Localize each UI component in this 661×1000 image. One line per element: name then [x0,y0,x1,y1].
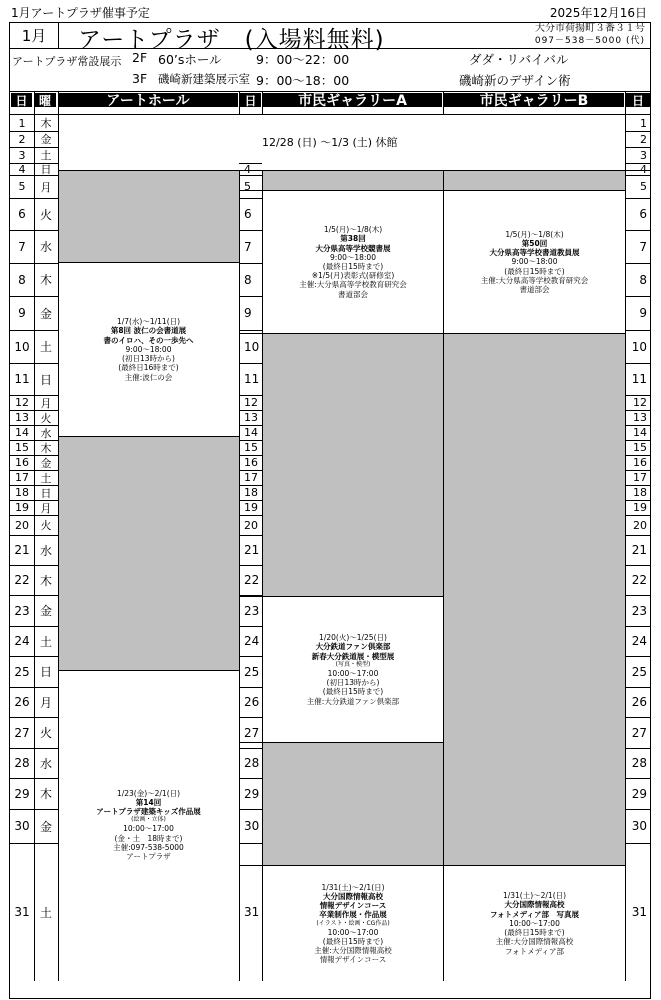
day-number: 30 [14,819,30,833]
weekday: 金 [39,604,52,618]
event-organizer: フォトメディア部 [505,946,564,956]
day-number-gallery: 22 [244,573,260,587]
unbooked-block [262,743,443,865]
row-line [239,717,262,718]
row-line [625,410,650,411]
day-number-right: 31 [631,905,647,919]
day-number-gallery: 28 [244,756,260,770]
weekday: 土 [40,149,52,162]
event-organizer: 主催:波仁の会 [124,372,173,382]
event-organizer: 主催:大分国際情報高校 [314,945,392,955]
day-number-right: 1 [640,116,647,130]
day-number-gallery: 7 [244,239,252,254]
row-line [239,198,262,199]
permanent-room-1: 60’sホール [158,52,222,67]
row-line [239,410,262,411]
event-gallery-a-1 [263,191,443,333]
day-number-gallery: 13 [244,411,258,424]
column-day-3: 日 [626,93,650,107]
row-line [625,595,650,596]
day-number-gallery: 15 [244,441,258,454]
unbooked-block [443,334,625,865]
row-line [239,425,262,426]
row-line [625,425,650,426]
header-title: アートプラザ (入場料無料) [78,27,385,53]
permanent-hours-1: 9：00～22：00 [256,52,350,67]
day-number-gallery: 10 [244,339,260,354]
day-number-gallery: 11 [244,372,260,386]
permanent-exhibit-1: ダダ・リバイバル [469,52,569,67]
row-line [625,565,650,566]
weekday: 木 [39,573,52,588]
weekday: 金 [40,456,52,470]
header-month: 1月 [10,23,59,48]
day-number-gallery: 17 [244,471,258,484]
event-note: ※1/5(月)表彰式(研修室) [311,271,395,281]
day-number-gallery: 23 [244,603,260,618]
event-gallery-b-2 [444,866,625,981]
row-line [625,263,650,264]
row-line [239,395,262,396]
day-number: 29 [14,786,30,801]
day-number-gallery: 8 [244,272,252,287]
row-line [239,565,262,566]
day-number-right: 28 [631,756,647,770]
day-number-gallery: 4 [244,162,251,176]
column-day: 日 [11,93,32,107]
event-dates: 1/31(土)～2/1(日) [321,882,385,892]
event-dates: 1/7(水)～1/11(日) [116,317,181,327]
event-organizer: 主催:大分鉄道ファン倶楽部 [306,696,400,706]
day-number: 18 [15,486,29,499]
day-number-right: 10 [631,339,647,354]
day-number: 4 [18,162,26,176]
day-number-gallery: 30 [244,819,260,833]
day-number-right: 26 [631,695,647,709]
weekday: 日 [40,486,52,500]
day-number-gallery: 21 [244,543,260,557]
day-number-right: 4 [640,162,647,176]
day-number-right: 27 [631,725,647,740]
column-art-hall: アートホール [58,93,238,107]
row-line [239,500,262,501]
day-number-right: 19 [633,501,647,514]
event-art-hall-2 [58,670,239,980]
row-line [625,163,650,164]
day-number-gallery: 14 [244,426,258,439]
day-number-right: 18 [633,486,647,499]
day-number-gallery: 19 [244,501,258,514]
row-line [625,395,650,396]
row-line [239,455,262,456]
day-number: 31 [14,905,30,919]
day-number-right: 5 [640,180,647,193]
day-number-gallery: 27 [244,725,260,740]
column-line [625,92,626,981]
day-number-gallery: 5 [244,180,251,193]
block-line [239,742,443,743]
event-title: 第50回 [521,238,548,248]
weekday: 土 [39,905,52,920]
column-line [443,92,444,114]
row-line [625,778,650,779]
column-day-2: 日 [240,93,261,107]
block-line [239,333,625,334]
row-line [239,656,262,657]
day-number-right: 15 [633,441,647,454]
weekday: 水 [40,426,52,440]
event-gallery-a-2 [263,597,443,742]
event-dates: 1/5(月)～1/8(木) [323,225,383,235]
event-note: (最終日15時まで) [322,936,384,946]
day-number: 2 [18,132,26,146]
block-line [239,170,650,171]
row-line [625,330,650,331]
event-dates: 1/20(火)～1/25(日) [319,633,387,643]
closure-notice: 12/28 (日) ～1/3 (土) 休館 [262,136,398,149]
event-hours: 10:00～17:00 [509,918,560,928]
row-line [239,163,262,164]
day-number: 15 [15,441,29,454]
event-title: 大分県高等学校競書展 [315,243,391,253]
row-line [625,131,650,132]
day-number: 21 [14,543,30,557]
row-line [625,230,650,231]
event-title: 第8回 波仁の会書道展 [110,326,187,336]
permanent-room-2: 磯崎新建築展示室 [158,72,250,86]
day-number: 24 [14,634,30,648]
day-number-gallery: 24 [244,634,260,648]
day-number: 3 [18,148,26,162]
day-number: 9 [18,306,26,320]
row-line [625,748,650,749]
day-number-right: 20 [633,518,647,532]
header-tel: 097－538－5000 (代) [534,36,645,46]
day-number: 7 [18,239,26,254]
day-number-right: 22 [631,573,647,587]
row-line [625,147,650,148]
event-note: (最終日15時まで) [504,266,565,276]
weekday: 金 [39,819,52,834]
permanent-exhibit-2: 磯崎新のデザイン術 [459,73,571,88]
event-dates: 1/5(月)～1/8(木) [505,229,564,239]
row-line [625,296,650,297]
weekday: 水 [39,240,52,254]
weekday: 金 [39,306,52,321]
day-number-gallery: 29 [244,786,260,801]
day-number: 20 [15,518,29,532]
day-number-right: 30 [631,819,647,833]
row-line [239,626,262,627]
weekday: 日 [40,163,52,176]
block-line [58,170,239,171]
column-line [34,92,35,981]
day-number-gallery: 31 [244,905,260,919]
day-number: 8 [18,272,26,287]
permanent-label: アートプラザ常設展示 [12,55,122,68]
row-line [625,515,650,516]
row-line [239,687,262,688]
event-title: アートプラザ建築キッズ作品展 [96,807,201,817]
event-organizer: 主催:097-538-5000 [113,842,184,852]
event-title: フォトメディア部 写真展 [490,909,579,919]
permanent-hours-2: 9：00～18：00 [256,73,350,88]
event-organizer: アートプラザ [126,852,171,861]
weekday: 火 [40,519,52,532]
event-title: 新春大分鉄道展・模型展 [311,651,395,661]
event-subtitle: 書のイロハ、その一歩先へ [103,335,194,345]
unbooked-block [58,437,239,670]
event-title: 情報デザインコース [319,901,387,911]
weekday: 木 [40,441,52,455]
event-organizer: 主催:大分国際情報高校 [495,937,574,947]
unbooked-block [262,334,443,596]
day-number: 27 [14,725,30,740]
row-line [625,440,650,441]
event-hours: 10:00～17:00 [327,927,379,937]
day-number-gallery: 16 [244,456,258,469]
column-gallery-b: 市民ギャラリーB [444,93,624,107]
row-line [625,485,650,486]
row-line [625,535,650,536]
event-title: 第14回 [135,797,162,807]
event-title: 大分国際情報高校 [323,891,383,901]
row-line [239,809,262,810]
day-number-right: 24 [631,634,647,648]
weekday: 木 [39,273,52,287]
row-line [239,778,262,779]
day-number-right: 17 [633,471,647,484]
divider [10,48,650,49]
row-line [239,748,262,749]
column-gallery-a: 市民ギャラリーA [263,93,442,107]
day-number-right: 6 [639,207,647,221]
day-number: 23 [14,603,30,618]
day-number-gallery: 9 [244,306,252,320]
weekday: 日 [39,372,52,387]
row-line [239,485,262,486]
weekday: 金 [40,133,52,146]
event-dates: 1/23(金)～2/1(日) [116,788,181,798]
event-organizer: 主催:大分県高等学校教育研究会 [299,280,407,290]
day-number-right: 9 [639,306,647,320]
day-number-right: 16 [633,456,647,469]
day-number: 25 [14,664,30,679]
event-hours: 10:00～17:00 [327,668,379,678]
day-number: 14 [15,426,29,439]
event-hours: 10:00～17:00 [123,824,174,834]
row-line [239,843,262,844]
event-organizer: 主催:大分県高等学校教育研究会 [480,275,589,285]
day-number-gallery: 20 [244,518,258,532]
permanent-floor-2: 3F [132,71,148,86]
weekday: 火 [39,207,52,222]
column-line [239,170,240,981]
row-line [625,687,650,688]
day-number: 1 [18,116,26,130]
weekday: 木 [39,787,52,801]
top-caption: 1月アートプラザ催事予定 [11,6,150,20]
weekday: 土 [40,471,52,485]
weekday: 日 [39,665,52,679]
row-line [625,198,650,199]
day-number: 10 [14,339,30,354]
event-note: (最終日16時まで) [118,363,179,373]
event-art-hall-1 [58,263,239,436]
event-dates: 1/31(土)～2/1(日) [502,891,567,901]
day-number: 22 [14,573,30,587]
event-note: (絵画・立体) [131,816,166,824]
event-note: (最終日15時まで) [322,262,384,271]
row-line [625,500,650,501]
row-line [625,843,650,844]
unbooked-block [58,170,239,262]
day-number-right: 8 [639,272,647,287]
weekday: 火 [40,411,52,425]
day-number-right: 11 [631,372,647,386]
event-note: (イラスト・絵画・CG作品) [316,919,390,927]
issue-date: 2025年12月16日 [549,6,647,20]
event-note: (写真・模型) [335,660,371,668]
row-line [239,440,262,441]
row-line [239,175,262,176]
weekday: 土 [39,340,52,354]
row-line [625,470,650,471]
event-gallery-b-1 [444,191,625,333]
day-number-right: 3 [640,148,647,162]
weekday: 月 [40,396,52,410]
day-number-right: 14 [633,426,647,439]
weekday: 月 [39,695,52,710]
block-line [58,436,239,437]
row-line [625,626,650,627]
row-line [239,230,262,231]
unbooked-block [443,170,625,190]
day-number-gallery: 26 [244,695,260,709]
event-title: 第38回 [340,234,366,244]
day-number: 5 [18,180,26,193]
event-organizer: 書道部会 [338,289,368,299]
day-number: 11 [14,372,30,386]
day-number: 26 [14,695,30,709]
day-number-right: 29 [631,786,647,801]
day-number-gallery: 12 [244,396,258,409]
row-line [239,263,262,264]
event-title: 大分県高等学校書道教員展 [489,248,580,258]
day-number-right: 21 [631,543,647,557]
event-title: 大分鉄道ファン倶楽部 [315,642,391,652]
event-organizer: 情報デザインコース [319,955,387,965]
day-number: 6 [18,207,26,221]
row-line [239,515,262,516]
weekday: 土 [39,634,52,649]
day-number: 28 [14,756,30,770]
row-line [625,455,650,456]
row-line [625,809,650,810]
row-line [239,535,262,536]
day-number-right: 25 [631,664,647,679]
event-hours: 9:00～18:00 [330,252,376,262]
column-line [262,92,263,114]
day-number-gallery: 6 [244,207,252,221]
event-note: (初日13時から) [326,678,380,688]
weekday: 火 [39,726,52,740]
permanent-floor-1: 2F [132,50,148,65]
day-number: 13 [15,411,29,424]
event-hours: 9:00～18:00 [125,344,172,354]
event-note: (最終日15時まで) [322,687,384,697]
day-number-right: 2 [640,132,647,146]
weekday: 木 [40,117,52,130]
weekday: 月 [40,501,52,515]
event-note: (初日13時から) [122,354,175,364]
day-number-gallery: 25 [244,664,260,679]
day-number-gallery: 18 [244,486,258,499]
day-number-right: 7 [639,239,647,254]
header-line [10,114,650,115]
row-line [239,470,262,471]
header-address-block [470,23,645,47]
row-line [239,330,262,331]
day-number: 17 [15,471,29,484]
day-number-right: 12 [633,396,647,409]
day-number: 12 [15,396,29,409]
event-organizer: 書道部会 [519,285,550,294]
event-note: (金・土 18時まで) [114,833,183,843]
event-gallery-a-3 [263,866,443,981]
weekday: 水 [39,543,52,558]
row-line [625,363,650,364]
unbooked-block [262,170,443,190]
event-title: 大分国際情報高校 [504,900,565,910]
event-title: 卒業制作展・作品展 [319,910,387,920]
row-line [239,296,262,297]
weekday: 水 [39,756,52,771]
day-number: 16 [15,456,29,469]
column-line [239,92,240,114]
event-hours: 9:00～18:00 [511,257,558,267]
row-line [239,363,262,364]
day-number: 19 [15,501,29,514]
row-line [625,656,650,657]
row-line [625,175,650,176]
day-number-right: 23 [631,603,647,618]
column-weekday: 曜 [34,93,56,107]
weekday: 月 [40,180,52,194]
row-line [625,717,650,718]
event-note: (最終日15時まで) [504,928,565,938]
header-address: 大分市荷揚町３番３１号 [535,23,645,34]
day-number-right: 13 [633,411,647,424]
